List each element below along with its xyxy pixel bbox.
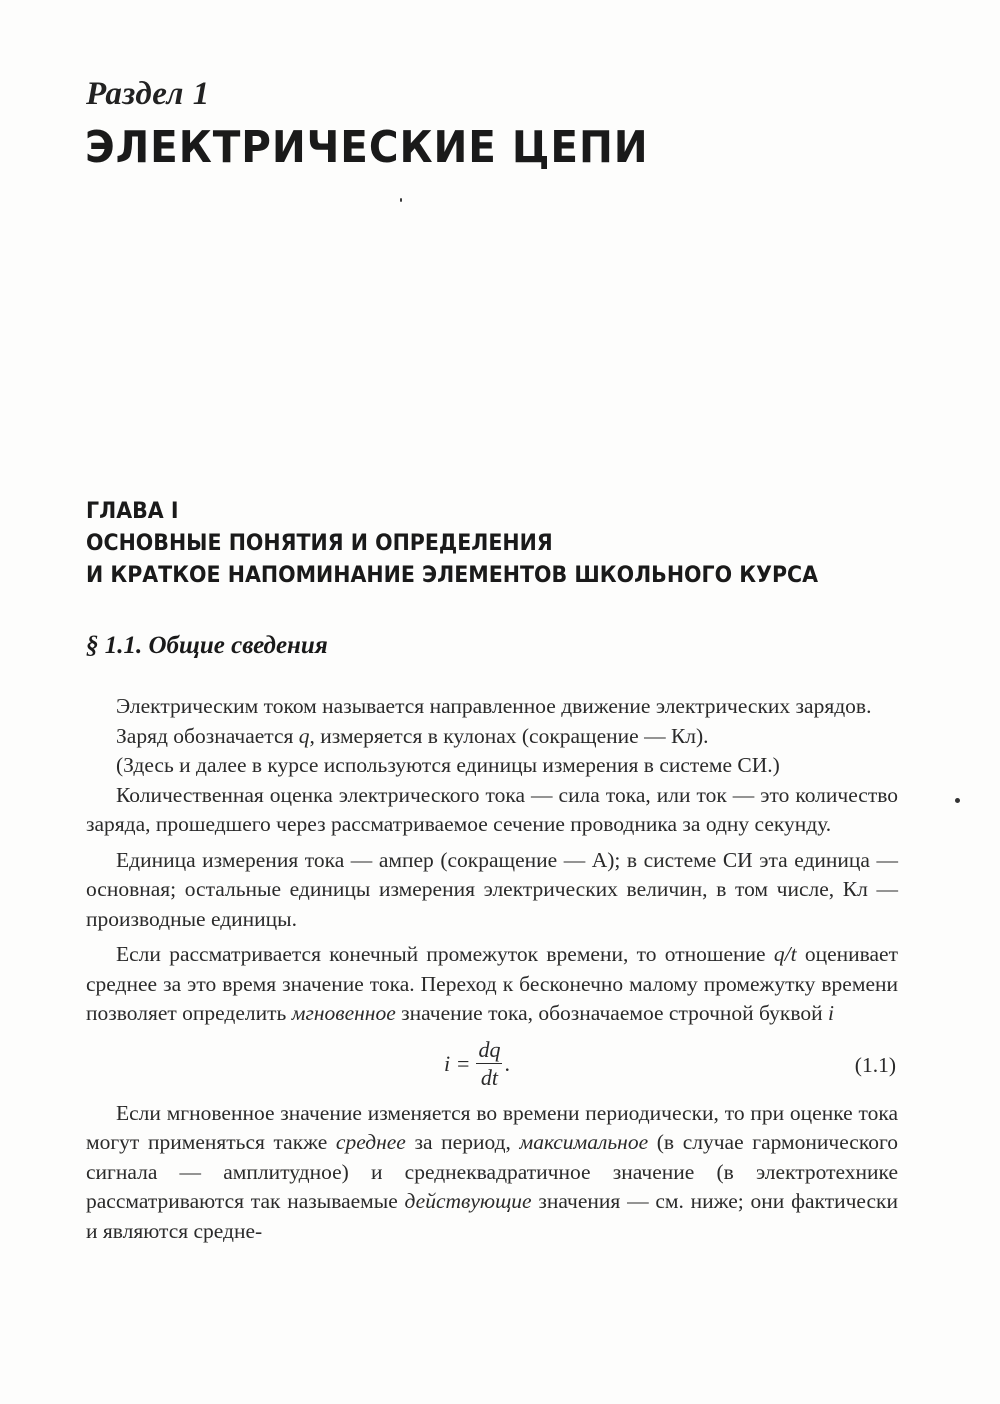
body-text [86,692,898,1246]
paragraph-6: Если рассматривается конечный промежуток времени, то отношение q/t оценивает среднее за это время значение тока. Переход к бесконечно малому промежутку времени позволяет определить мгновенное значение тока, обозначаемое строчной буквой i [86,942,898,1025]
paragraph-5: Единица измерения тока — ампер (сокращение — А); в системе СИ эта единица — основная; остальные единицы измерения электрических величин, в том числе, Кл — производные единицы. [86,847,898,931]
formula-row [86,1033,898,1099]
formula-numerator: dq [478,1036,501,1062]
formula-denominator: dt [480,1064,499,1090]
paragraph-7: Если мгновенное значение изменяется во времени периодически, то при оценке тока могут применяться также среднее за период, максимальное (в случае гармонического сигнала — амплитудное) и среднеквадратичное значение (в электротехнике рассматриваются так называемые действующие значения — см. ниже; они фактически и являются средне- [86,1100,898,1243]
paragraph-1: Электрическим током называется направленное движение электрических зарядов. [116,694,872,718]
formula-number: (1.1) [854,1052,896,1077]
paragraph-2: Заряд обозначается q, измеряется в кулонах (сокращение — Кл). [116,723,709,748]
formula-fraction [476,1037,502,1092]
formula-1-1 [444,1037,510,1092]
formula-tail: . [504,1051,510,1077]
scan-speck [400,198,402,202]
chapter-heading [86,496,818,592]
chapter-number: ГЛАВА I [86,499,179,524]
paragraph-heading: § 1.1. Общие сведения [86,632,328,659]
paragraph-4: Количественная оценка электрического тока — сила тока, или ток — это количество заряда, прошедшего через рассматриваемое сечение проводника за одну секунду. [86,782,898,836]
section-title: ЭЛЕКТРИЧЕСКИЕ ЦЕПИ [85,122,649,173]
scan-speck [955,798,960,803]
chapter-title-line-1: ОСНОВНЫЕ ПОНЯТИЯ И ОПРЕДЕЛЕНИЯ [86,531,553,556]
paragraph-3: (Здесь и далее в курсе используются единицы измерения в системе СИ.) [116,753,780,777]
formula-lhs: i = [444,1051,471,1077]
section-label: Раздел 1 [86,76,210,112]
chapter-title-line-2: И КРАТКОЕ НАПОМИНАНИЕ ЭЛЕМЕНТОВ ШКОЛЬНОГО КУРСА [86,563,819,588]
